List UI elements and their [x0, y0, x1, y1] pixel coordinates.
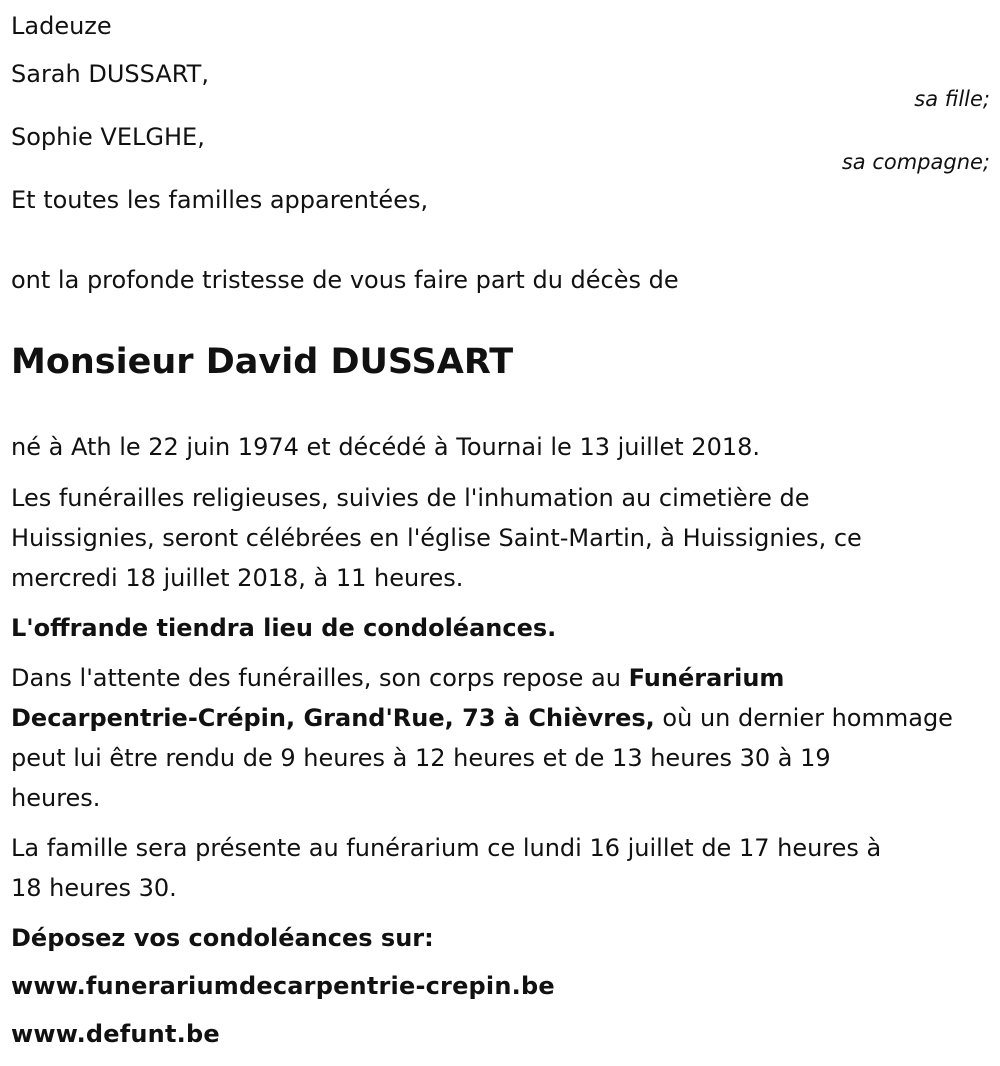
- deceased-name: Monsieur David DUSSART: [11, 342, 514, 382]
- birth-death-line: né à Ath le 22 juin 1974 et décédé à Tournai le 13 juillet 2018.: [11, 433, 761, 461]
- rest-prefix: Dans l'attente des funérailles, son corps repose au: [11, 664, 629, 692]
- rest-line-3: peut lui être rendu de 9 heures à 12 heures et de 13 heures 30 à 19: [11, 744, 831, 772]
- family-line-sarah: Sarah DUSSART,: [11, 60, 209, 88]
- condolences-label: Déposez vos condoléances sur:: [11, 924, 434, 952]
- funerarium-name-part-1: Funérarium: [628, 664, 785, 692]
- offering-note: L'offrande tiendra lieu de condoléances.: [11, 614, 557, 642]
- relation-note-daughter: sa fille;: [914, 87, 990, 111]
- family-presence-line-1: La famille sera présente au funérarium ce lundi 16 juillet de 17 heures à: [11, 834, 882, 862]
- family-line-others: Et toutes les familles apparentées,: [11, 186, 429, 214]
- family-line-sophie: Sophie VELGHE,: [11, 123, 205, 151]
- rest-suffix: où un dernier hommage: [654, 704, 953, 732]
- family-line-ladeuze: Ladeuze: [11, 12, 112, 40]
- rest-line-1: [11, 658, 784, 698]
- rest-line-2: [11, 698, 953, 738]
- family-presence-line-2: 18 heures 30.: [11, 874, 177, 902]
- rest-line-4: heures.: [11, 784, 101, 812]
- funeral-line-1: Les funérailles religieuses, suivies de l'inhumation au cimetière de: [11, 484, 810, 512]
- funeral-line-3: mercredi 18 juillet 2018, à 11 heures.: [11, 564, 464, 592]
- funerarium-name-part-2: Decarpentrie-Crépin, Grand'Rue, 73 à Chièvres,: [11, 704, 655, 732]
- funeral-line-2: Huissignies, seront célébrées en l'église Saint-Martin, à Huissignies, ce: [11, 524, 862, 552]
- relation-note-partner: sa compagne;: [841, 150, 990, 174]
- condolences-link-2[interactable]: www.defunt.be: [11, 1020, 220, 1048]
- announcement-intro: ont la profonde tristesse de vous faire part du décès de: [11, 266, 679, 294]
- condolences-link-1[interactable]: www.funerariumdecarpentrie-crepin.be: [11, 972, 555, 1000]
